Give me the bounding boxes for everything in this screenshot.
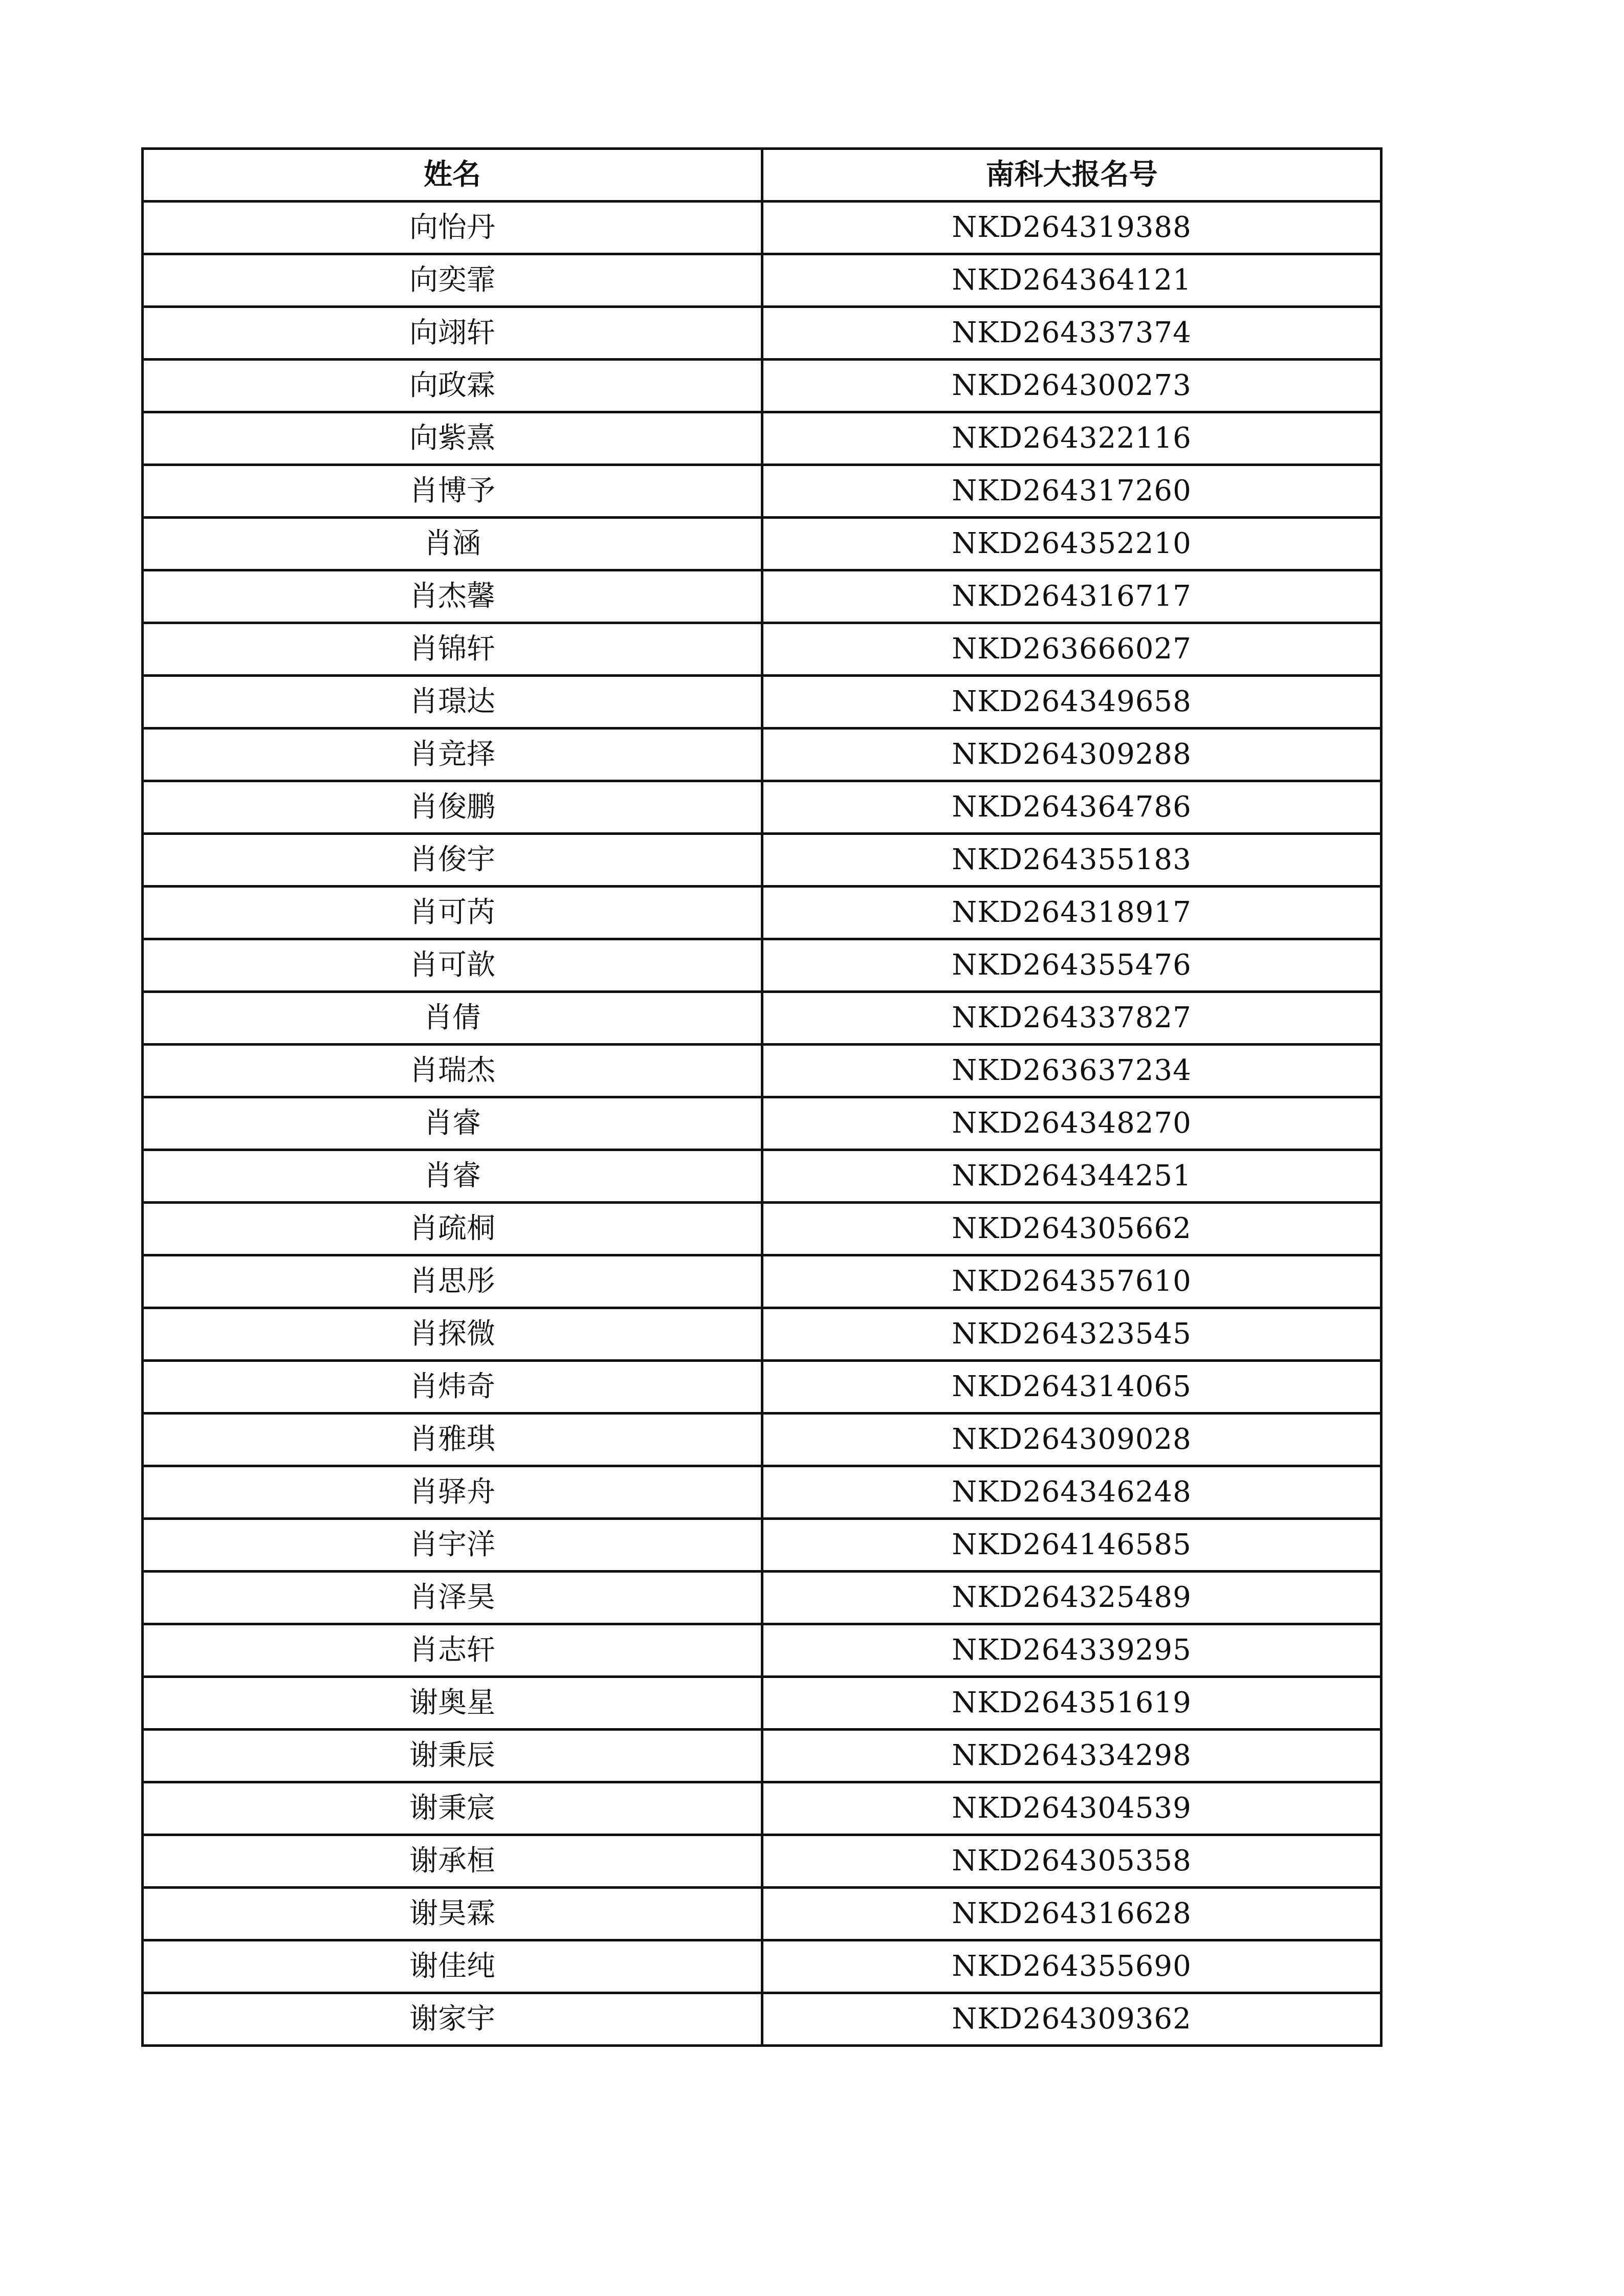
registration-number: NKD264304539 [762, 1782, 1381, 1835]
registration-number: NKD264339295 [762, 1624, 1381, 1677]
registration-number: NKD264317260 [762, 465, 1381, 518]
student-name: 肖可歆 [143, 939, 762, 992]
table-row [143, 887, 1381, 939]
registration-number: NKD264309288 [762, 728, 1381, 781]
student-name: 肖探微 [143, 1308, 762, 1361]
student-name: 肖志轩 [143, 1624, 762, 1677]
registration-number: NKD264355183 [762, 834, 1381, 887]
registration-number: NKD263666027 [762, 623, 1381, 676]
student-name: 肖思彤 [143, 1255, 762, 1308]
student-name: 肖倩 [143, 992, 762, 1045]
registration-number: NKD264352210 [762, 518, 1381, 570]
table-row [143, 992, 1381, 1045]
table-row [143, 834, 1381, 887]
student-name: 向翊轩 [143, 307, 762, 360]
student-name: 肖睿 [143, 1150, 762, 1203]
table-row [143, 728, 1381, 781]
student-name: 肖竞择 [143, 728, 762, 781]
registration-number: NKD264309028 [762, 1414, 1381, 1466]
registration-number: NKD264355476 [762, 939, 1381, 992]
student-name: 肖睿 [143, 1097, 762, 1150]
student-name: 向紫熹 [143, 412, 762, 465]
registration-number: NKD264337827 [762, 992, 1381, 1045]
student-name: 向怡丹 [143, 202, 762, 254]
table-header [143, 149, 1381, 202]
table-row [143, 1677, 1381, 1730]
registration-number: NKD264337374 [762, 307, 1381, 360]
registration-number: NKD264305358 [762, 1835, 1381, 1888]
table-row [143, 412, 1381, 465]
table-row [143, 1730, 1381, 1782]
table-row [143, 360, 1381, 412]
registration-number: NKD264346248 [762, 1466, 1381, 1519]
table-row [143, 939, 1381, 992]
student-name: 肖瑞杰 [143, 1045, 762, 1097]
student-name: 肖宇洋 [143, 1519, 762, 1572]
table-row [143, 1519, 1381, 1572]
table-row [143, 1782, 1381, 1835]
student-name: 谢奥星 [143, 1677, 762, 1730]
registration-number: NKD264309362 [762, 1993, 1381, 2046]
table-row [143, 1045, 1381, 1097]
student-name: 谢秉宸 [143, 1782, 762, 1835]
table-row [143, 254, 1381, 307]
student-name: 肖杰馨 [143, 570, 762, 623]
table-row [143, 1993, 1381, 2046]
registration-number: NKD264300273 [762, 360, 1381, 412]
student-name: 谢家宇 [143, 1993, 762, 2046]
table-body [143, 202, 1381, 2046]
student-name: 向政霖 [143, 360, 762, 412]
student-name: 谢秉辰 [143, 1730, 762, 1782]
table-row [143, 676, 1381, 728]
registration-number: NKD264364121 [762, 254, 1381, 307]
roster-table [141, 147, 1382, 2047]
registration-number: NKD264305662 [762, 1203, 1381, 1255]
registration-number: NKD264323545 [762, 1308, 1381, 1361]
registration-number: NKD264316717 [762, 570, 1381, 623]
table-row [143, 623, 1381, 676]
student-name: 肖俊宇 [143, 834, 762, 887]
student-name: 肖涵 [143, 518, 762, 570]
header-name: 姓名 [143, 149, 762, 202]
table-row [143, 1414, 1381, 1466]
table-row [143, 570, 1381, 623]
table-row [143, 781, 1381, 834]
registration-number: NKD264319388 [762, 202, 1381, 254]
table-row [143, 1255, 1381, 1308]
table-row [143, 1572, 1381, 1624]
table-row [143, 202, 1381, 254]
registration-number: NKD264349658 [762, 676, 1381, 728]
registration-number: NKD264316628 [762, 1888, 1381, 1940]
student-name: 肖驿舟 [143, 1466, 762, 1519]
table-row [143, 1097, 1381, 1150]
table-row [143, 1361, 1381, 1414]
registration-number: NKD264318917 [762, 887, 1381, 939]
table-row [143, 1624, 1381, 1677]
registration-number: NKD264351619 [762, 1677, 1381, 1730]
student-name: 肖可芮 [143, 887, 762, 939]
table-row [143, 1308, 1381, 1361]
student-name: 肖璟达 [143, 676, 762, 728]
student-name: 肖疏桐 [143, 1203, 762, 1255]
table-row [143, 1150, 1381, 1203]
student-name: 肖炜奇 [143, 1361, 762, 1414]
student-name: 谢昊霖 [143, 1888, 762, 1940]
student-name: 向奕霏 [143, 254, 762, 307]
table-row [143, 1203, 1381, 1255]
registration-number: NKD264146585 [762, 1519, 1381, 1572]
table-row [143, 1835, 1381, 1888]
student-name: 谢佳纯 [143, 1940, 762, 1993]
registration-number: NKD264355690 [762, 1940, 1381, 1993]
student-name: 肖雅琪 [143, 1414, 762, 1466]
table-row [143, 518, 1381, 570]
registration-number: NKD264325489 [762, 1572, 1381, 1624]
registration-number: NKD264348270 [762, 1097, 1381, 1150]
student-name: 肖泽昊 [143, 1572, 762, 1624]
registration-number: NKD263637234 [762, 1045, 1381, 1097]
header-row [143, 149, 1381, 202]
student-name: 肖锦轩 [143, 623, 762, 676]
registration-number: NKD264322116 [762, 412, 1381, 465]
header-registration-number: 南科大报名号 [762, 149, 1381, 202]
student-name: 谢承桓 [143, 1835, 762, 1888]
registration-number: NKD264314065 [762, 1361, 1381, 1414]
table-row [143, 465, 1381, 518]
table-row [143, 1466, 1381, 1519]
student-name: 肖俊鹏 [143, 781, 762, 834]
registration-number: NKD264334298 [762, 1730, 1381, 1782]
registration-number: NKD264364786 [762, 781, 1381, 834]
registration-number: NKD264344251 [762, 1150, 1381, 1203]
table-row [143, 1940, 1381, 1993]
registration-number: NKD264357610 [762, 1255, 1381, 1308]
table-row [143, 307, 1381, 360]
table-row [143, 1888, 1381, 1940]
student-name: 肖博予 [143, 465, 762, 518]
